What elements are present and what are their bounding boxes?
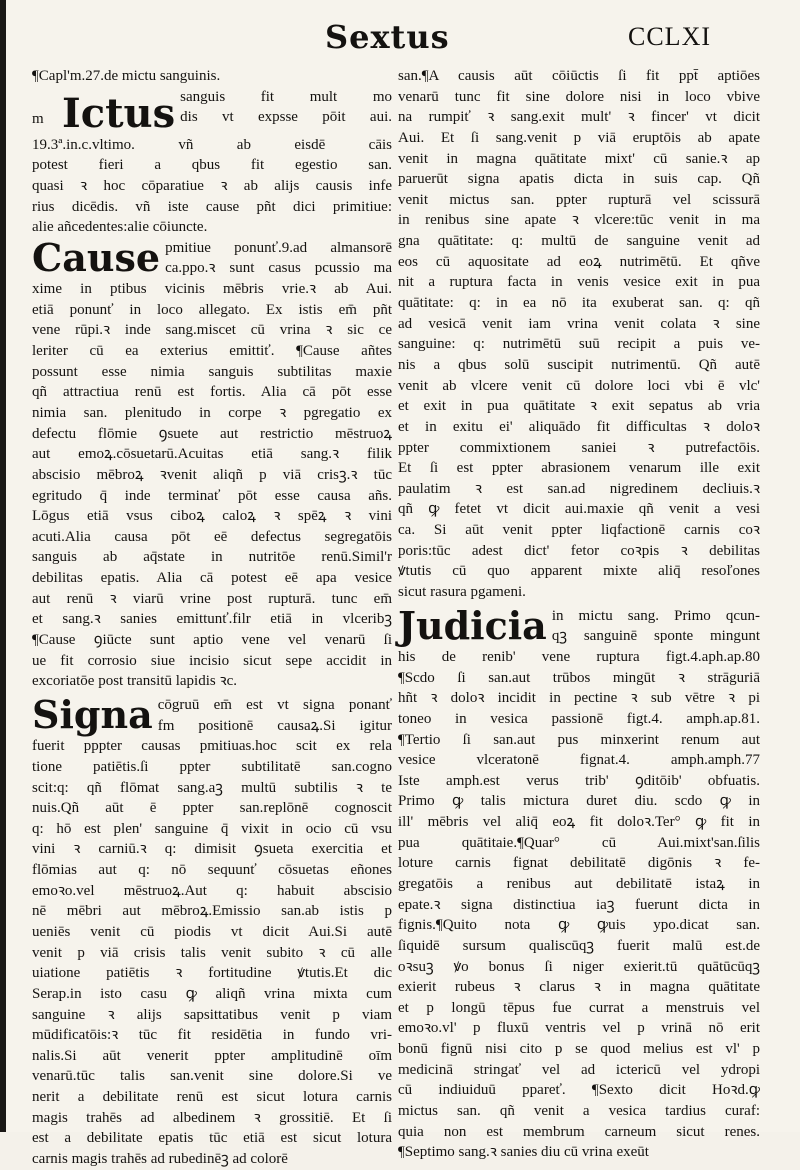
text-line: san.¶A causis aūt cōiūctis ſi fit ppt̄ aptiōes [398, 68, 760, 84]
text-line: leriter cū ea exterius emittiť. ¶Cause añtes [32, 343, 392, 360]
left-text-block-c [32, 736, 392, 1169]
text-line: nē mēbri aut mēbroꝝ.Emissio san.ab istis p [32, 903, 392, 920]
text-line: ſiquidē sursum qualiscūqꝫ fuerit malū est.de [398, 937, 760, 954]
text-line: his de renib' vene ruptura figt.4.aph.ap.80 [398, 648, 760, 665]
text-line: oꝛsuꝫ ꝟo bonus ſi niger exierit.tū quātūcūqꝫ [398, 958, 760, 975]
running-title: Sextus [325, 18, 450, 56]
text-line: et in exitu ei' aliquādo fit difficultas ꝛ doloꝛ [398, 418, 760, 435]
text-line: exierit rubeus ꝛ clarus ꝛ in magna quātitate [398, 979, 760, 996]
text-line: potest fieri a qbus fit egestio san. [32, 157, 392, 174]
text-line: vini ꝛ carniū.ꝛ q: dimisit ꝯsueta exercitia et [32, 841, 392, 858]
text-line: poris:tūc adest dict' fetor coꝛpis ꝛ debilitas [398, 542, 760, 559]
text-line: ¶Scdo ſi san.aut trūbos mingūt ꝛ strāguriā [398, 669, 760, 686]
text-line: venit mictus san. ppter rupturā vel scissurā [398, 191, 760, 208]
text-line: ill' mēbris vel aliq̄ eoꝝ fit doloꝛ.Ter° ꝙ fit in [398, 814, 760, 831]
text-line: Et ſi est ppter abrasionem venarum ille exit [398, 460, 760, 477]
text-line: uiatione patiētis ꝛ fortitudine ꝟtutis.Et dic [32, 965, 392, 982]
text-line: ue fit corrosio siue incisio sicut sepe accidit in [32, 652, 392, 669]
text-line: gna quātitate: q: multū de sanguine venit ad [398, 233, 760, 250]
text-line: fignis.¶Quito nota ꝙ ꝙuis ypo.dicat san. [398, 917, 760, 934]
text-line: gregatōis a renibus aut debilitatē istaꝝ in [398, 875, 760, 892]
folio-number: CCLXI [628, 22, 711, 51]
text-line: mūdificatōis:ꝛ tūc fit residētia in fundo vri- [32, 1027, 392, 1044]
margin-letter: m [32, 110, 44, 127]
text-line: ꝟtutis cū quo apparent mixte aliq̄ resoľones [398, 563, 760, 580]
text-line: sanguine ꝛ alijs sapsittatibus venit p viam [32, 1006, 392, 1023]
text-line: xime in ptibus vicinis mēbris vrie.ꝛ ab Aui. [32, 281, 392, 298]
text-line: emoꝛo.vel mēstruoꝝ.Aut q: habuit abscisio [32, 882, 392, 899]
text-line: defectu flōmie ꝯsuete aut restrictio mēstruoꝝ [32, 425, 392, 442]
text-line: et exit in pua quātitate ꝛ exit sepatus ab vria [398, 398, 760, 415]
text-line: nit a ruptura facta in venis vesice exit in pua [398, 274, 760, 291]
text-line: Lōgus etiā vsus ciboꝝ caloꝝ ꝛ spēꝝ ꝛ vini [32, 508, 392, 525]
text-line: Aui. Et ſi sang.venit p viā eruptōis ab apate [398, 129, 760, 146]
text-line: nimia san. plenitudo in corpe ꝛ pgregatio ex [32, 404, 392, 421]
text-line: na rumpiť ꝛ sang.exit mult' ꝛ fincer' vt dicit [398, 109, 760, 126]
text-line: Serap.in isto casu ꝙ aliqñ vrina mixta cum [32, 985, 392, 1002]
text-line: dis vt expsse pōit aui. [180, 109, 392, 126]
text-line: qꝫ sanguinē sponte mingunt [551, 628, 760, 645]
text-line: ¶Tertio ſi san.aut pus minxerint renum aut [398, 731, 760, 748]
text-line: debilitas epatis. Alia cā potest eē apa vesice [32, 570, 392, 587]
text-line: 19.3ª.in.c.vltimo. vñ ab eisdē cāis [32, 136, 392, 153]
text-line: nuis.Qñ aūt ē ppter san.replōnē cognoscit [32, 800, 392, 817]
left-text-block-b [32, 279, 392, 692]
text-line: vene rūpi.ꝛ inde sang.miscet cū vrina ꝛ sic ce [32, 322, 392, 339]
text-line: cōgruū em̄ est vt signa ponanť [157, 696, 392, 713]
text-line: carnis magis trahēs ad rubedinēꝫ ad colorē [32, 1151, 288, 1168]
right-text-block-a [398, 66, 760, 603]
text-line: loture carnis fignat debilitatē digōnis ꝛ fe- [398, 855, 760, 872]
text-line: qñ ꝙ fetet vt dicit aui.maxie qñ venit a vesi [398, 501, 760, 518]
text-line: medicinā stringať vel ad ictericū vel ydropi [398, 1061, 760, 1078]
text-line: venarū tunc fit sine dolore nisi in loco vbive [398, 88, 760, 105]
text-line: venit ab vlcere venit cū dolore loci vbi ē vlc' [398, 377, 760, 394]
text-line: paulatim ꝛ est san.ad nigredinem decliuis.ꝛ [398, 480, 760, 497]
judicia-paragraph-start [398, 602, 760, 648]
right-column [398, 66, 760, 1163]
text-line: mictus san. qñ venit a vesica tardius curaf: [398, 1103, 760, 1120]
signa-paragraph-start [32, 691, 392, 737]
text-line: rius dicēdis. vñ iste cause pñt dici primitiue: [32, 198, 392, 215]
text-line: ¶Cause ꝯiūcte sunt aptio vene vel venarū ſi [32, 632, 392, 649]
left-column [32, 66, 392, 1170]
text-line: pmitiue ponunť.9.ad almansorē [165, 239, 392, 256]
text-line: qñ attractiua renū est fortis. Alia cā pōt esse [32, 384, 392, 401]
text-line: nis a qbus solū suscipit nutrimentū. Qñ autē [398, 356, 760, 373]
text-line: venit p viā crisis talis venit subito ꝛ cū alle [32, 944, 392, 961]
initial-cause: Cause [32, 234, 161, 280]
chapter-heading: ¶Capl'm.27.de mictu sanguinis. [32, 68, 221, 84]
text-line: magis trahēs ad albedinem ꝛ grossitiē. Et ſi [32, 1109, 392, 1126]
text-line: in mictu sang. Primo qcun- [551, 607, 760, 624]
text-line: pua quātitaie.¶Quar° cū Aui.mixt'san.ſilis [398, 834, 760, 851]
text-line: ca. Si aūt venit ppter liqfactionē carnis coꝛ [398, 522, 760, 539]
text-line: ca.ppo.ꝛ sunt casus pcussio ma [165, 260, 392, 277]
right-text-block-b [398, 647, 760, 1163]
text-line: nalis.Si aūt venerit ppter amplitudinē oīm [32, 1047, 392, 1064]
text-line: epate.ꝛ signa distinctiua iaꝫ fuerunt dicta in [398, 896, 760, 913]
cause-paragraph-start [32, 234, 392, 280]
text-line: Iste amph.est verus trib' ꝯditōib' obfuatis. [398, 772, 760, 789]
text-line: fm positionē causaꝝ.Si igitur [157, 717, 392, 734]
left-text-block-a [32, 135, 392, 238]
text-line: in renibus sine apate ꝛ vlcere:tūc venit in ma [398, 212, 760, 229]
text-line: Primo ꝙ talis mictura duret diu. scdo ꝙ in [398, 793, 760, 810]
text-line: egritudo q̄ inde terminať pōt esse causa añs. [32, 487, 392, 504]
text-line: est a debilitate epatis tūc etiā est sicut lotura [32, 1130, 392, 1147]
text-line: quasi ꝛ hoc cōparatiue ꝛ ab alijs causis infe [32, 177, 392, 194]
text-line: excoriatōe post transitū lapidis ꝛc. [32, 673, 237, 690]
text-line: sanguis ab aq̄state in nutritōe renū.Simil'r [32, 549, 392, 566]
text-line: cū indiuiduū ppareť. ¶Sexto dicit Hoꝛd.ꝙ [398, 1082, 760, 1099]
ictus-paragraph-start [32, 87, 392, 135]
text-line: q: hō est plen' sanguine q̄ vixit in ocio cū vsu [32, 820, 392, 837]
text-line: toneo in vesica passionē figt.4. amph.ap.81. [398, 710, 760, 727]
text-line: quia non est membrum carneum sicut renes. [398, 1123, 760, 1140]
page-gutter-shadow [0, 0, 6, 1132]
text-line: flōmias aut q: nō sequunť cōsuetas eñones [32, 862, 392, 879]
text-line: nerit a debilitate renū est sicut lotura carnis [32, 1089, 392, 1106]
text-line: sanguine: q: nutrimētū suū recipit a puis ve- [398, 336, 760, 353]
text-line: ¶Septimo sang.ꝛ sanies diu cū vrina exeūt [398, 1144, 649, 1161]
initial-judicia: Judicia [398, 602, 547, 648]
text-line: venit in magna quātitate mixt' cū sanie.ꝛ ap [398, 150, 760, 167]
text-line: quātitate: q: in ea nō ita exuberat san. q: qñ [398, 295, 760, 312]
text-line: sanguis fit mult mo [180, 88, 392, 105]
text-line: emoꝛo.vl' p fluxū ventris vel p vrinā nō erit [398, 1020, 760, 1037]
text-line: acuti.Alia causa pōt eē defectus segregatōis [32, 528, 392, 545]
text-line: et p longū tēpus fue currat a menstruis vel [398, 999, 760, 1016]
text-line: venarū.tūc talis san.venit sine dolore.Si ve [32, 1068, 392, 1085]
text-line: tione patiētis.ſi ppter subtilitatē san.cogno [32, 758, 392, 775]
text-line: alie añcedentes:alie cōiuncte. [32, 219, 208, 236]
text-line: eos cū aquositate ad eoꝝ nutrimētū. Et qñve [398, 253, 760, 270]
text-line: bonū fignū nisi cito p se quod melius est vl' p [398, 1041, 760, 1058]
initial-ictus: Ictus [62, 89, 176, 137]
text-line: etiā ponunť in loco allegato. Ex istis em̄ pñt [32, 301, 392, 318]
text-line: fuerit pppter causas pmitiuas.hoc scit ex rela [32, 738, 392, 755]
text-line: ppter commixtionem saniei ꝛ putrefactōis. [398, 439, 760, 456]
text-line: hñt ꝛ doloꝛ incidit in pectine ꝛ sub vētre ꝛ pi [398, 690, 760, 707]
text-line: scit:q: qñ flōmat sang.aꝫ multū subtilis ꝛ te [32, 779, 392, 796]
text-line: vesice vlceratonē fignat.4. amph.amph.77 [398, 752, 760, 769]
text-line: aut emoꝝ.cōsuetarū.Acuitas etiā sang.ꝛ filik [32, 446, 392, 463]
text-line: aut renū ꝛ viarū vrine post rupturā. tunc em̄ [32, 590, 392, 607]
text-line: et sang.ꝛ sanies emittunť.filr etiā in vlceribꝫ [32, 611, 392, 628]
text-line: sicut rasura pgameni. [398, 584, 526, 601]
text-line: paruerūt signa apatis dicta in suis cap. Qñ [398, 171, 760, 188]
text-line: ad vesicā venit iam vrina venit colata ꝛ sine [398, 315, 760, 332]
text-line: possunt esse nimia sanguis subtilitas maxie [32, 363, 392, 380]
text-line: abscisio mēbroꝝ ꝛvenit aliqñ p viā crisꝫ.ꝛ tūc [32, 466, 392, 483]
initial-signa: Signa [32, 691, 153, 737]
text-line: ueniēs venit cū piodis vt dicit Aui.Si autē [32, 923, 392, 940]
